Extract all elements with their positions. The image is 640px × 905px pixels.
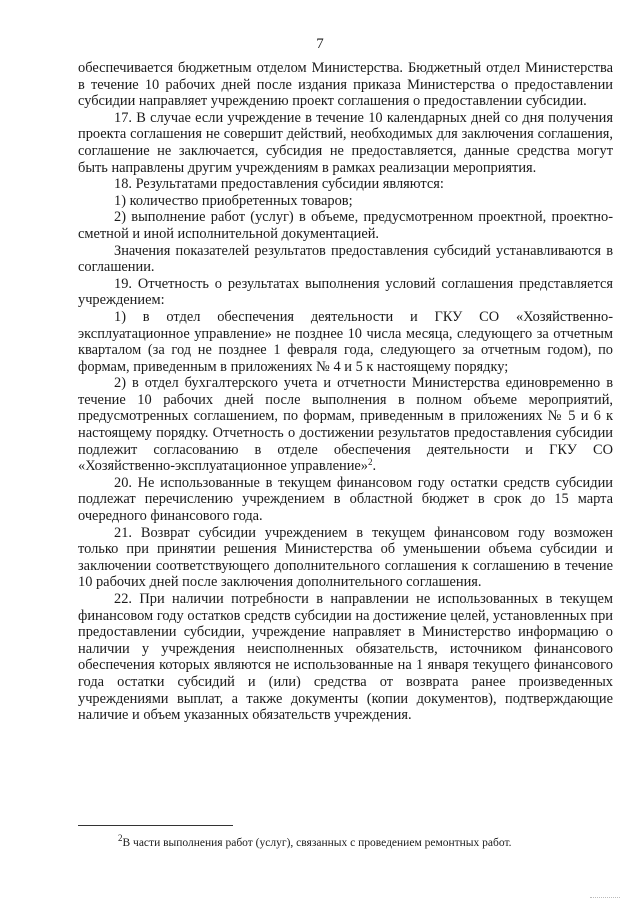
scan-artifact [590, 897, 620, 898]
paragraph [78, 209, 613, 242]
paragraph [78, 193, 613, 210]
footnote-separator [78, 825, 233, 826]
footnote [118, 833, 618, 850]
paragraph [78, 276, 613, 309]
document-body [78, 60, 613, 724]
paragraph-text: обеспечивается бюджетным отделом Министерства. Бюджетный отдел Министерства в течение 10 рабочих дней после издания приказа Министерства о предоставлении субсидии направляет учреждению проект соглашения о предоставлении субсидии. [78, 60, 613, 110]
footnote-reference: 2 [368, 457, 373, 468]
page-number: 7 [316, 36, 324, 52]
paragraph-text: 17. В случае если учреждение в течение 10 календарных дней со дня получения проекта соглашения не совершит действий, необходимых для заключения соглашения, соглашение не заключается, субсидия не предоставляется, данные средства могут быть направлены другим учреждениям в рамках реализации мероприятия. [78, 109, 613, 176]
paragraph-tail: . [372, 458, 377, 475]
paragraph-text: 2) выполнение работ (услуг) в объеме, предусмотренном проектной, проектно-сметной и иной исполнительной документацией. [78, 209, 613, 242]
paragraph-text: 18. Результатами предоставления субсидии являются: [114, 176, 444, 193]
paragraph [78, 375, 613, 475]
paragraph [78, 525, 613, 591]
paragraph [78, 110, 613, 176]
paragraph-text: 20. Не использованные в текущем финансовом году остатки средств субсидии подлежат перечислению учреждением в областной бюджет в срок до 15 марта очередного финансового года. [78, 474, 613, 525]
paragraph [78, 591, 613, 724]
paragraph [78, 243, 613, 276]
paragraph-text: Значения показателей результатов предоставления субсидий устанавливаются в соглашении. [78, 242, 613, 276]
footnote-text: В части выполнения работ (услуг), связанных с проведением ремонтных работ. [122, 837, 512, 849]
footnote-mark: 2 [118, 833, 123, 843]
paragraph-text: 1) количество приобретенных товаров; [114, 192, 353, 209]
paragraph-text: 22. При наличии потребности в направлении не использованных в текущем финансовом году остатков средств субсидии на достижение целей, установленных при предоставлении субсидии, учреждение направляет в Министерство информацию о наличии у учреждения неисполненных обязательств, источником финансового обеспечения которых являются не использованные на 1 января текущего финансового года остатки субсидий и (или) средства от возврата ранее произведенных учреждениями выплат, а также документы (копии документов), подтверждающие наличие и объем указанных обязательств учреждения. [78, 591, 613, 724]
paragraph-text: 19. Отчетность о результатах выполнения условий соглашения представляется учреждением: [78, 275, 613, 309]
paragraph-text: 21. Возврат субсидии учреждением в текущем финансовом году возможен только при принятии решения Министерства об уменьшении объема субсидии и заключении соответствующего дополнительного соглашения к соглашению в течение 10 рабочих дней после заключения дополнительного соглашения. [78, 524, 613, 591]
paragraph [78, 475, 613, 525]
paragraph [78, 60, 613, 110]
paragraph-text: 2) в отдел бухгалтерского учета и отчетности Министерства единовременно в течение 10 рабочих дней после выполнения в полном объеме мероприятий, предусмотренных соглашением, по формам, приведенным в приложениях № 5 и 6 к настоящему порядку. Отчетность о достижении результатов предоставления субсидии подлежит согласованию в отделе обеспечения деятельности и ГКУ СО «Хозяйственно-эксплуатационное управление» [78, 375, 613, 475]
paragraph-text: 1) в отдел обеспечения деятельности и ГКУ СО «Хозяйственно-эксплуатационное управление» не позднее 10 числа месяца, следующего за отчетным кварталом (за год не позднее 1 февраля года, следующего за отчетным годом), по формам, приведенным в приложениях № 4 и 5 к настоящему порядку; [78, 308, 613, 375]
paragraph [78, 176, 613, 193]
paragraph [78, 309, 613, 375]
